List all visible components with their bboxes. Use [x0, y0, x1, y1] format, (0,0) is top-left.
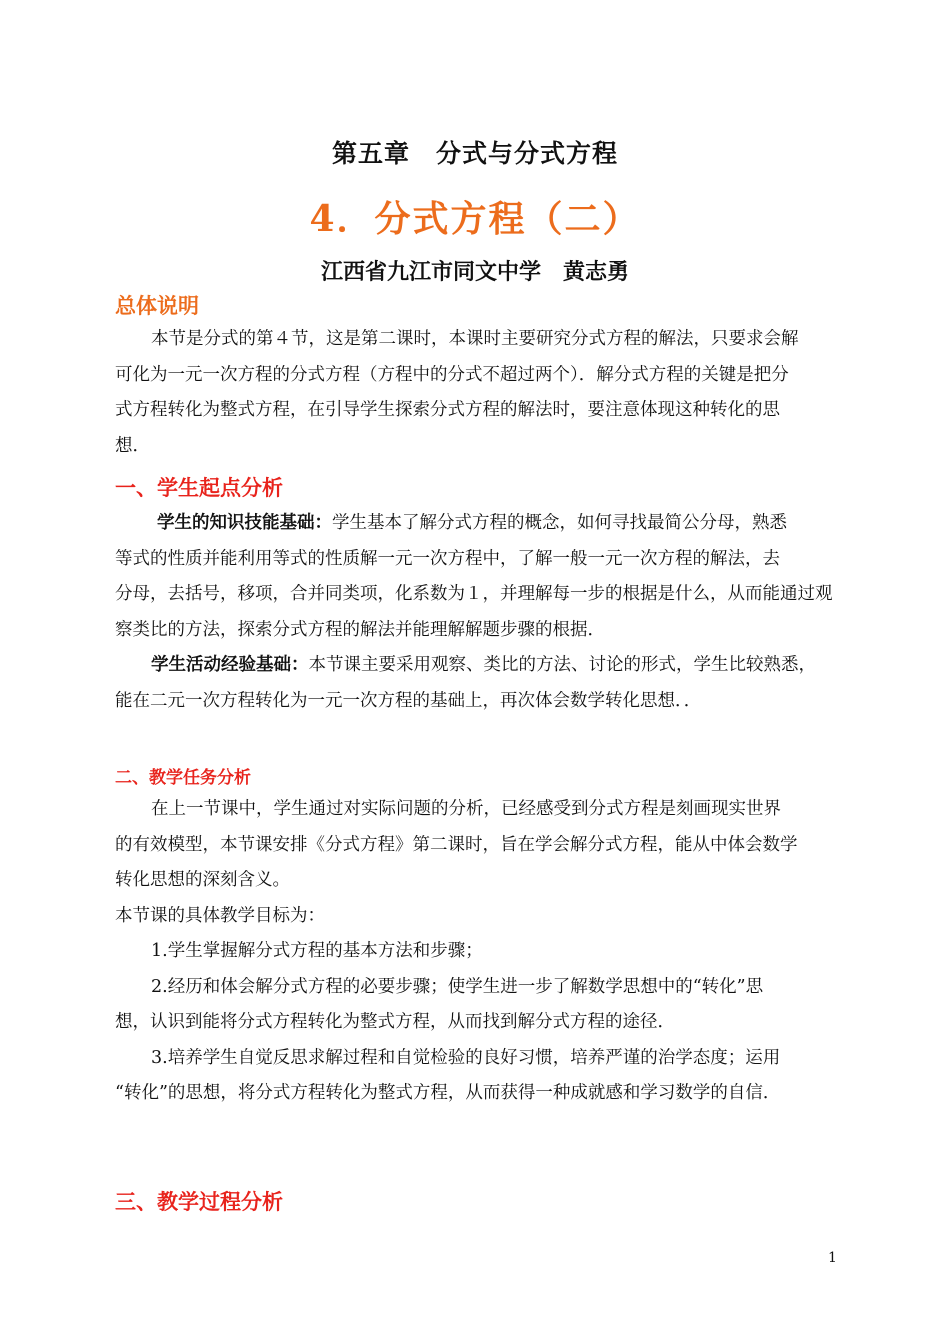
text-line: 分母，去括号，移项，合并同类项，化系数为１，并理解每一步的根据是什么，从而能通过观 — [115, 584, 833, 604]
goal-3-line: “转化”的思想，将分式方程转化为整式方程，从而获得一种成就感和学习数学的自信． — [115, 1083, 781, 1103]
lesson-title: 4．分式方程（二） — [309, 198, 641, 240]
section3-heading: 三、教学过程分析 — [115, 1189, 283, 1214]
text-line: 可化为一元一次方程的分式方程（方程中的分式不超过两个）．解分式方程的关键是把分 — [115, 364, 789, 385]
text-line: 转化思想的深刻含义。 — [115, 870, 290, 890]
text-line: 在上一节课中，学生通过对实际问题的分析，已经感受到分式方程是刻画现实世界 — [151, 799, 781, 819]
text-line: 式方程转化为整式方程，在引导学生探索分式方程的解法时，要注意体现这种转化的思 — [115, 400, 780, 420]
activity-label: 学生活动经验基础： — [151, 655, 309, 675]
goal-3-line: 3.培养学生自觉反思求解过程和自觉检验的良好习惯，培养严谨的治学态度；运用 — [151, 1047, 781, 1068]
knowledge-label: 学生的知识技能基础： — [157, 513, 332, 533]
text-line — [115, 648, 840, 684]
section1-heading: 一、学生起点分析 — [115, 475, 283, 500]
task-intro-paragraph — [115, 792, 840, 1112]
page-number: 1 — [828, 1250, 837, 1266]
text-span: 本节课主要采用观察、类比的方法、讨论的形式，学生比较熟悉， — [308, 655, 816, 675]
section2-heading: 二、教学任务分析 — [115, 768, 251, 788]
text-line: 想． — [115, 435, 150, 456]
goal-1: 1.学生掌握解分式方程的基本方法和步骤； — [151, 941, 483, 961]
activity-paragraph — [115, 648, 840, 719]
author-line: 江西省九江市同文中学 黄志勇 — [320, 259, 629, 285]
overview-paragraph — [115, 322, 840, 464]
text-span: 学生基本了解分式方程的概念，如何寻找最简公分母，熟悉 — [332, 513, 787, 533]
goal-2-line: 2.经历和体会解分式方程的必要步骤；使学生进一步了解数学思想中的“转化”思 — [151, 976, 764, 997]
text-line: 本节是分式的第４节，这是第二课时，本课时主要研究分式方程的解法，只要求会解 — [151, 329, 799, 349]
text-line: 察类比的方法，探索分式方程的解法并能理解解题步骤的根据． — [115, 619, 605, 640]
text-line: 的有效模型，本节课安排《分式方程》第二课时，旨在学会解分式方程，能从中体会数学 — [115, 834, 798, 855]
goals-intro: 本节课的具体教学目标为： — [115, 905, 325, 926]
knowledge-paragraph — [115, 506, 840, 648]
chapter-title: 第五章 分式与分式方程 — [331, 139, 618, 168]
text-line: 等式的性质并能利用等式的性质解一元一次方程中，了解一般一元一次方程的解法，去 — [115, 548, 780, 569]
text-line: 能在二元一次方程转化为一元一次方程的基础上，再次体会数学转化思想．． — [115, 690, 702, 711]
text-line — [115, 506, 840, 542]
overview-heading: 总体说明 — [115, 293, 199, 318]
goal-2-line: 想，认识到能将分式方程转化为整式方程，从而找到解分式方程的途径． — [115, 1012, 675, 1032]
